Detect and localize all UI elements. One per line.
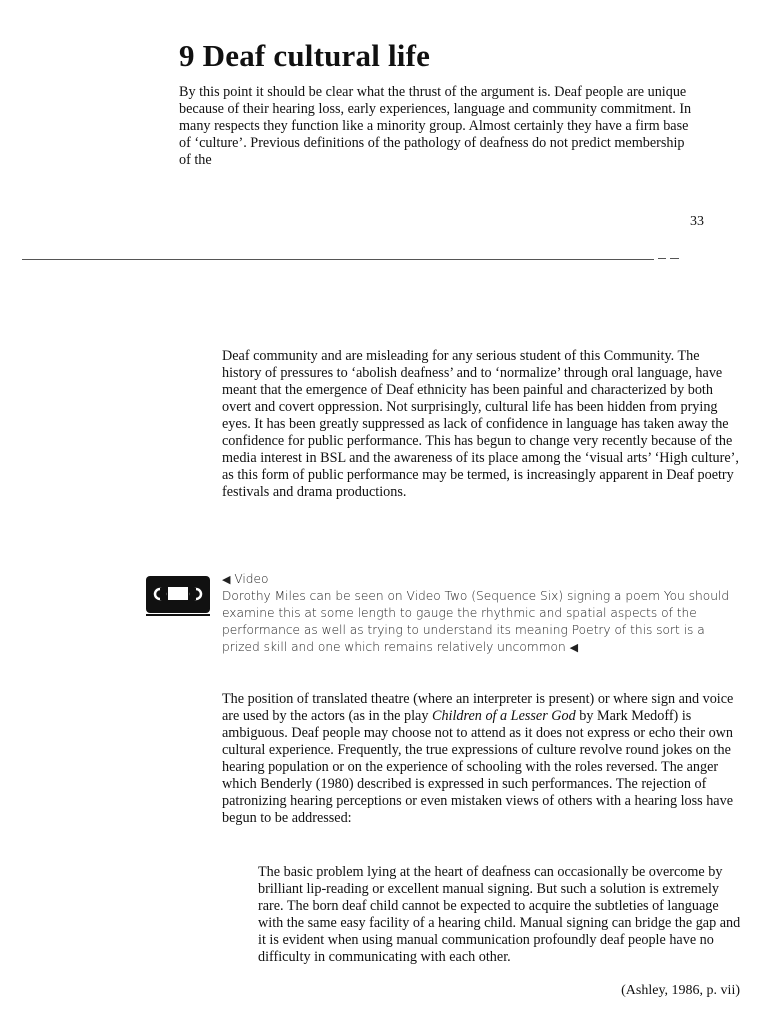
citation: (Ashley, 1986, p. vii) [621,983,740,998]
video-note-text: Dorothy Miles can be seen on Video Two (Sequence Six) signing a poem You should examine this at some length to gauge the rhythmic and spatial aspects of the performance as well as trying to understand its meaning Poetry of this sort is a prized skill and one which remains relatively uncommon [222,589,730,654]
video-label [222,571,742,588]
block-quote: The basic problem lying at the heart of deafness can occasionally be overcome by brilliant lip-reading or excellent manual signing. But such a solution is extremely rare. The born deaf child cannot be expected to acquire the subtleties of language with the same easy facility of a hearing child. Manual signing can bridge the gap and it is evident when using manual communication profoundly deaf people have no difficulty in communicating with each other. [258,864,741,965]
page-break-dash [658,258,666,259]
theatre-paragraph [222,691,742,827]
theatre-text-after: by Mark Medoff) is ambiguous. Deaf people may choose not to attend as it does not express or echo their own cultural experience. Frequently, the true expressions of culture revolve round jokes on the hearing population or on the experience of schooling with the roles reversed. The anger which Benderly (1980) described is expressed in such performances. The rejection of patronizing hearing perceptions or even mistaken views of others with a hearing loss have begun to be addressed: [222,708,734,826]
page-number: 33 [690,214,704,229]
video-label-text: Video [234,572,269,586]
left-arrow-icon: ◀ [569,641,579,654]
page-break-rule [22,259,654,260]
left-arrow-icon: ◀ [222,573,231,586]
videocassette-icon [145,575,211,617]
theatre-text-before: The position of translated theatre (where an interpreter is present) or where sign and voice are used by the actors (as in the play [222,691,734,724]
intro-paragraph: By this point it should be clear what the thrust of the argument is. Deaf people are unique because of their hearing loss, early experiences, language and community commitment. In many respects they function like a minority group. Almost certainly they have a firm base of ‘culture’. Previous definitions of the pathology of deafness do not predict membership of the [179,84,692,168]
chapter-title: 9 Deaf cultural life [179,38,431,73]
play-title: Children of a Lesser God [431,708,576,724]
video-note [222,571,742,656]
page-break-dash [670,258,679,259]
community-paragraph: Deaf community and are misleading for any serious student of this Community. The history of pressures to ‘abolish deafness’ and to ‘normalize’ through oral language, have meant that the emergence of Deaf ethnicity has been painful and characterized by both overt and covert oppression. Not surprisingly, cultural life has been hidden from prying eyes. It has been greatly suppressed as lack of confidence in language has taken away the confidence for public performance. This has begun to change very recently because of the media interest in BSL and the awareness of its place among the ‘visual arts’ ‘High culture’, as this form of public performance may be termed, is increasingly apparent in Deaf poetry festivals and drama productions. [222,348,739,500]
